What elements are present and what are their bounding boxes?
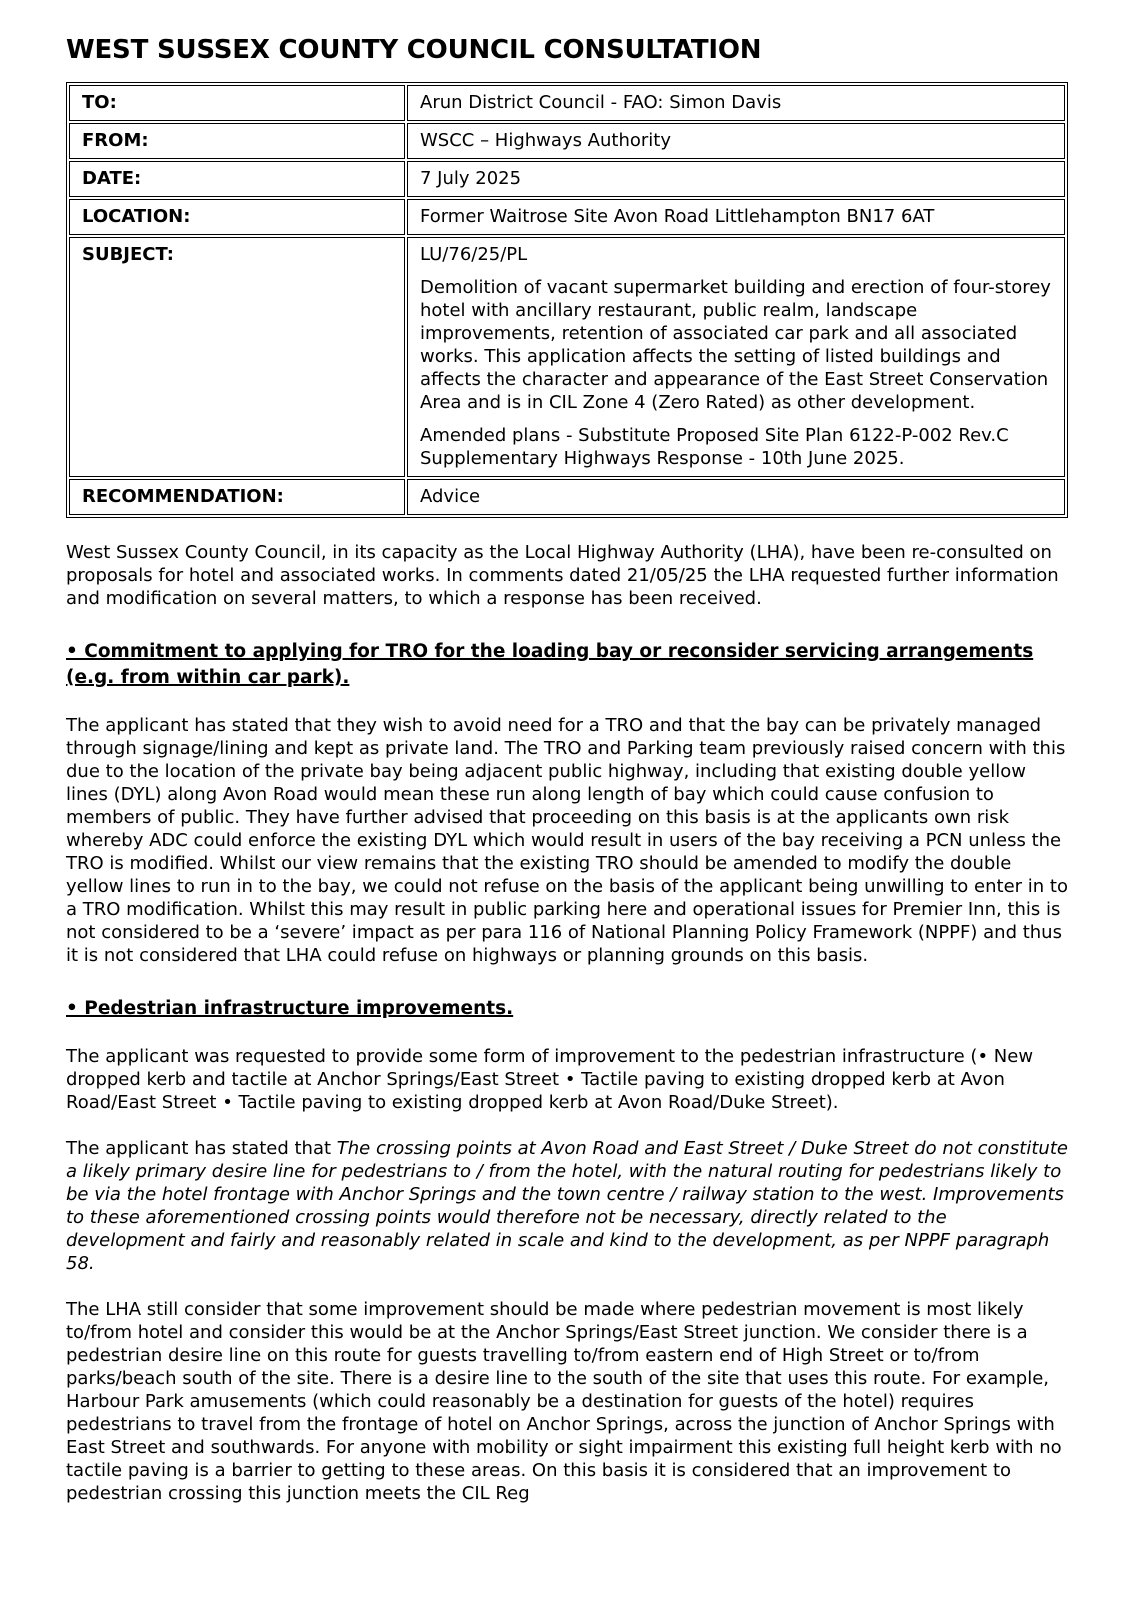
table-row-date [69, 161, 1065, 197]
row-value-subject [407, 237, 1065, 477]
row-value-location: Former Waitrose Site Avon Road Littlehampton BN17 6AT [407, 199, 1065, 235]
lha-view-paragraph: The LHA still consider that some improvement should be made where pedestrian movement is most likely to/from hotel and consider this would be at the Anchor Springs/East Street junction. We consider there is a pedestrian desire line on this route for guests travelling to/from eastern end of High Street or to/from parks/beach south of the site. There is a desire line to the south of the site that uses this route. For example, Harbour Park amusements (which could reasonably be a destination for guests of the hotel) requires pedestrians to travel from the frontage of hotel on Anchor Springs, across the junction of Anchor Springs with East Street and southwards. For anyone with mobility or sight impairment this existing full height kerb with no tactile paving is a barrier to getting to these areas. On this basis it is considered that an improvement to pedestrian crossing this junction meets the CIL Reg [66, 1299, 1062, 1504]
subject-amended-plans: Amended plans - Substitute Proposed Site Plan 6122-P-002 Rev.C Supplementary Highways Response - 10th June 2025. [420, 425, 1009, 469]
row-label-date: DATE: [69, 161, 405, 197]
row-label-location: LOCATION: [69, 199, 405, 235]
section-heading-pedestrian: • Pedestrian infrastructure improvements. [66, 998, 514, 1019]
page-title: WEST SUSSEX COUNTY COUNCIL CONSULTATION [66, 35, 762, 65]
applicant-statement-quote: The crossing points at Avon Road and East Street / Duke Street do not constitute a likely primary desire line for pedestrians to / from the hotel, with the natural routing for pedestrians likely to be via the hotel frontage with Anchor Springs and the town centre / railway station to the west. Improvements to these aforementioned crossing points would therefore not be necessary, directly related to the development and fairly and reasonably related in scale and kind to the development, as per NPPF paragraph 58. [66, 1138, 1068, 1274]
row-label-from: FROM: [69, 123, 405, 159]
section-heading-tro: • Commitment to applying for TRO for the loading bay or reconsider servicing arrangements (e.g. from within car park). [66, 641, 1034, 688]
row-label-to: TO: [69, 85, 405, 121]
row-value-to: Arun District Council - FAO: Simon Davis [407, 85, 1065, 121]
row-label-subject: SUBJECT: [69, 237, 405, 477]
table-row-subject [69, 237, 1065, 477]
row-label-recommendation: RECOMMENDATION: [69, 479, 405, 515]
applicant-statement-prefix: The applicant has stated that [66, 1138, 337, 1159]
consultation-header-table [66, 82, 1068, 518]
subject-reference: LU/76/25/PL [420, 244, 528, 265]
row-value-recommendation: Advice [407, 479, 1065, 515]
pedestrian-request-paragraph: The applicant was requested to provide some form of improvement to the pedestrian infrastructure (• New dropped kerb and tactile at Anchor Springs/East Street • Tactile paving to existing dropped kerb at Avon Road/East Street • Tactile paving to existing dropped kerb at Avon Road/Duke Street). [66, 1046, 1034, 1113]
table-row-recommendation [69, 479, 1065, 515]
applicant-statement-paragraph [66, 1137, 1068, 1275]
subject-description: Demolition of vacant supermarket building and erection of four-storey hotel with ancillary restaurant, public realm, landscape improvements, retention of associated car park and all associated works. This application affects the setting of listed buildings and affects the character and appearance of the East Street Conservation Area and is in CIL Zone 4 (Zero Rated) as other development. [420, 277, 1051, 413]
table-row-from [69, 123, 1065, 159]
row-value-date: 7 July 2025 [407, 161, 1065, 197]
intro-paragraph: West Sussex County Council, in its capacity as the Local Highway Authority (LHA), have been re-consulted on proposals for hotel and associated works. In comments dated 21/05/25 the LHA requested further information and modification on several matters, to which a response has been received. [66, 542, 1059, 609]
tro-paragraph: The applicant has stated that they wish to avoid need for a TRO and that the bay can be privately managed through signage/lining and kept as private land. The TRO and Parking team previously raised concern with this due to the location of the private bay being adjacent public highway, including that existing double yellow lines (DYL) along Avon Road would mean these run along length of bay which could cause confusion to members of public. They have further advised that proceeding on this basis is at the applicants own risk whereby ADC could enforce the existing DYL which would result in users of the bay receiving a PCN unless the TRO is modified. Whilst our view remains that the existing TRO should be amended to modify the double yellow lines to run in to the bay, we could not refuse on the basis of the applicant being unwilling to enter in to a TRO modification. Whilst this may result in public parking here and operational issues for Premier Inn, this is not considered to be a ‘severe’ impact as per para 116 of National Planning Policy Framework (NPPF) and thus it is not considered that LHA could refuse on highways or planning grounds on this basis. [66, 715, 1068, 966]
row-value-from: WSCC – Highways Authority [407, 123, 1065, 159]
table-row-to [69, 85, 1065, 121]
table-row-location [69, 199, 1065, 235]
